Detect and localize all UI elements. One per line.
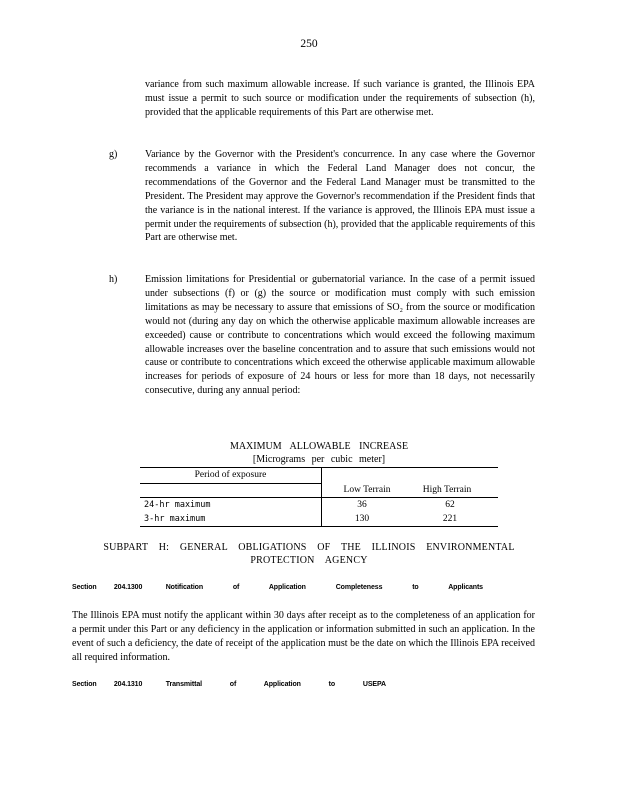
item-g-label: g) xyxy=(109,149,118,160)
table-title: MAXIMUM ALLOWABLE INCREASE xyxy=(229,441,409,452)
subpart-heading-line1: SUBPART H: GENERAL OBLIGATIONS OF THE ILLINOIS ENVIRONMENTAL xyxy=(103,542,515,553)
header-high-terrain: High Terrain xyxy=(422,485,472,495)
page-number: 250 xyxy=(300,38,318,50)
table-cell-period: 3-hr maximum xyxy=(144,514,206,524)
table-subtitle: [Micrograms per cubic meter] xyxy=(252,454,386,465)
item-h-label: h) xyxy=(109,274,118,285)
paragraph-f-continuation: variance from such maximum allowable increase. If such variance is granted, the Illinois EPA must issue a permit to such source or modification under the requirements of subsection (h), provided that the applicable requirements of this Part are otherwise met. xyxy=(145,79,535,118)
table-bottom-rule xyxy=(140,526,498,527)
header-period: Period of exposure xyxy=(194,470,267,480)
header-low-terrain: Low Terrain xyxy=(343,485,391,495)
subpart-heading-line2: PROTECTION AGENCY xyxy=(250,555,368,566)
section-word: Section xyxy=(72,681,97,688)
section-number: 204.1310 xyxy=(113,681,143,688)
period-header-rule xyxy=(140,483,321,484)
item-g-text: Variance by the Governor with the President's concurrence. In any case where the Governor recommends a variance in which the Federal Land Manager does not concur, the recommendations of the Governor and the Federal Land Manager must be transmitted to the President. The President may approve the Governor's recommendation if the President finds that the variance is in the national interest. If the variance is approved, the Illinois EPA must issue a permit under the requirements of subsection (h), provided that the applicable requirements of this Part are otherwise met. xyxy=(145,149,535,244)
section-1300-heading xyxy=(72,584,483,591)
section-title: Transmittal of Application to USEPA xyxy=(165,681,387,688)
section-word: Section xyxy=(72,584,97,591)
section-1300-body: The Illinois EPA must notify the applicant within 30 days after receipt as to the completeness of an application for a permit under this Part or any deficiency in the application or information submitted in such an application. In the event of such a deficiency, the date of receipt of the application must be the date on which the Illinois EPA received all required information. xyxy=(72,610,535,663)
table-top-rule xyxy=(140,467,498,468)
table-cell-period: 24-hr maximum xyxy=(144,500,211,510)
section-1310-heading xyxy=(72,681,386,688)
section-number: 204.1300 xyxy=(113,584,143,591)
item-h-text: Emission limitations for Presidential or gubernatorial variance. In the case of a permit issued under subsections (f) or (g) the source or modification must comply with such emission limitations as may be necessary to assure that emissions of SO₂ from the source or modification would not (during any day on which the otherwise applicable maximum allowable increases are exceeded) cause or contribute to concentrations which would exceed the following maximum allowable increases over the baseline concentration and to assure that such emissions would not cause or contribute to concentrations which exceed the otherwise applicable maximum allowable increases for periods of exposure of 24 hours or less for more than 18 days, not necessarily consecutive, during any annual period: xyxy=(145,274,535,397)
table-cell-low: 130 xyxy=(354,514,370,524)
table-cell-high: 62 xyxy=(445,500,455,510)
table-cell-low: 36 xyxy=(357,500,367,510)
table-cell-high: 221 xyxy=(442,514,458,524)
table-header-rule xyxy=(140,497,498,498)
section-title: Notification of Application Completeness to Applicants xyxy=(165,584,483,591)
